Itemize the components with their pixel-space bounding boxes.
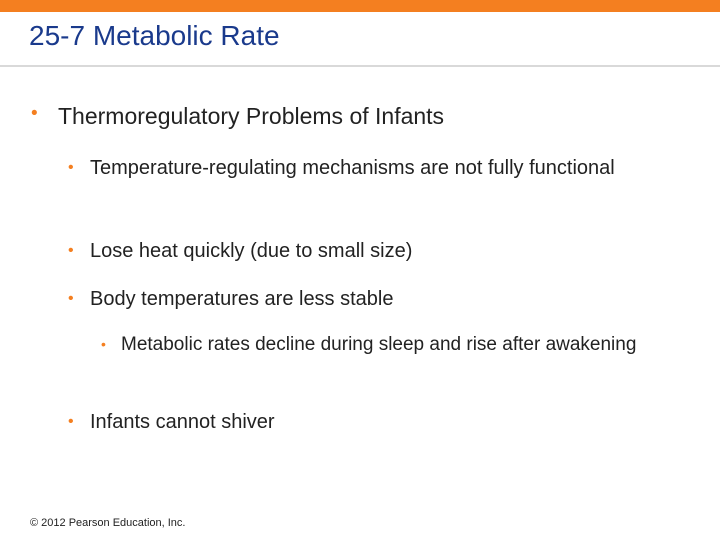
bullet-level2 [68, 152, 650, 184]
bullet-text: Metabolic rates decline during sleep and rise after awakening [121, 334, 637, 355]
bullet-dot-icon: • [68, 242, 74, 259]
bullet-level2 [68, 235, 650, 267]
copyright-footer: © 2012 Pearson Education, Inc. [30, 517, 186, 529]
bullet-level1 [31, 103, 445, 130]
bullet-text: Thermoregulatory Problems of Infants [58, 103, 445, 129]
bullet-dot-icon: • [101, 336, 106, 352]
bullet-dot-icon: • [68, 413, 74, 430]
bullet-text: Infants cannot shiver [90, 411, 275, 433]
bullet-level2 [68, 406, 650, 438]
bullet-text: Temperature-regulating mechanisms are not fully functional [90, 157, 615, 179]
slide-title: 25-7 Metabolic Rate [29, 20, 280, 51]
bullet-dot-icon: • [31, 103, 38, 124]
bullet-text: Body temperatures are less stable [90, 288, 394, 310]
top-accent-bar [0, 0, 720, 12]
bullet-dot-icon: • [68, 290, 74, 307]
bullet-level2 [68, 283, 650, 315]
bullet-dot-icon: • [68, 159, 74, 176]
bullet-text: Lose heat quickly (due to small size) [90, 240, 413, 262]
title-divider [0, 65, 720, 67]
bullet-level3 [101, 328, 641, 361]
